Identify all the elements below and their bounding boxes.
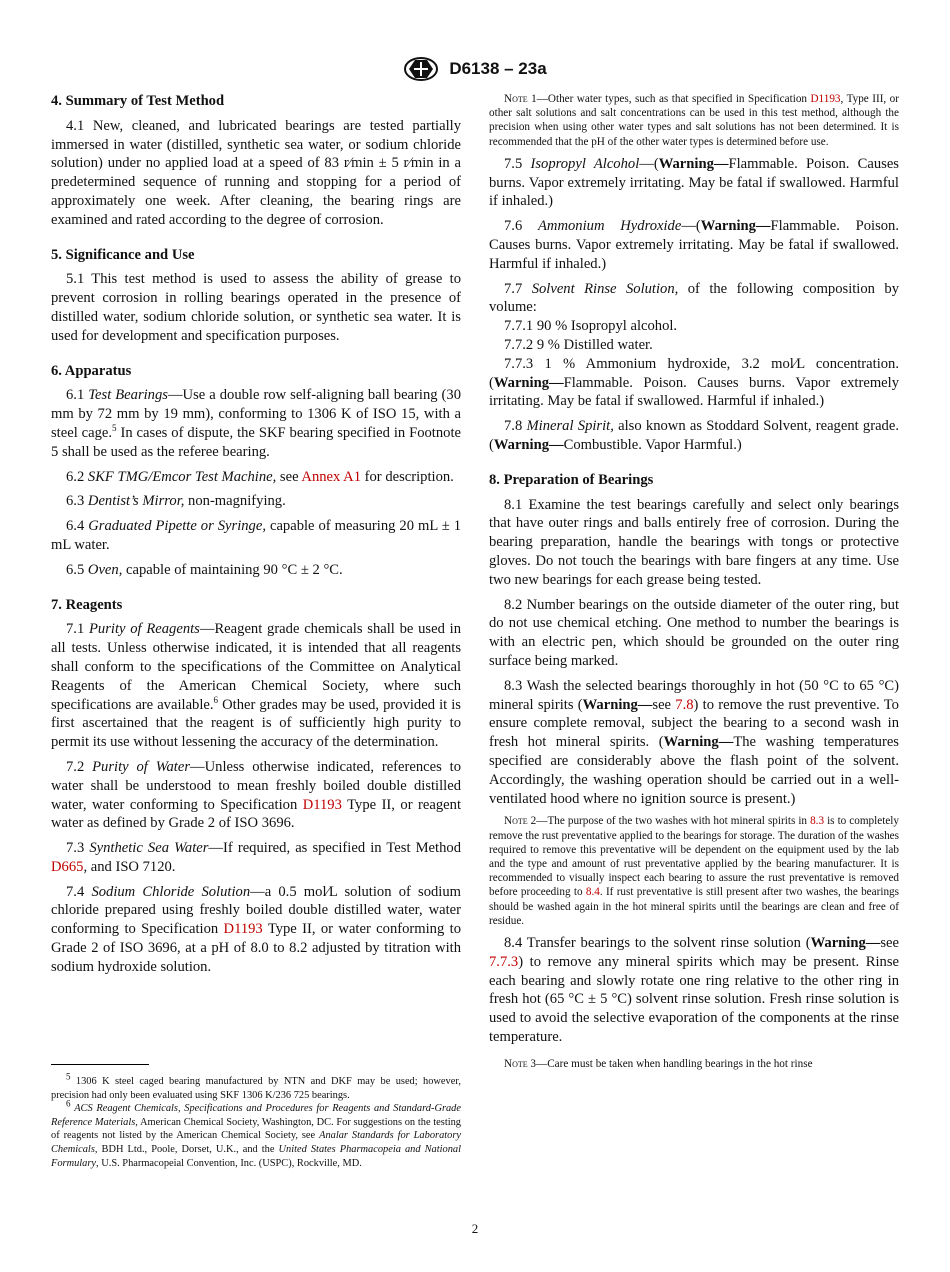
link-8-4[interactable]: 8.4 <box>585 886 600 899</box>
right-column <box>489 92 899 1077</box>
para-7-5: 7.5 Isopropyl Alcohol—(Warning—Flammable. Poison. Causes burns. Vapor extremely irritating. May be fatal if swallowed. Harmful if inhaled.) <box>489 155 899 210</box>
link-7-8[interactable]: 7.8 <box>675 696 694 713</box>
note-2: Note 2—The purpose of the two washes with hot mineral spirits in 8.3 is to completely remove the rust preventative applied to the bearings for storage. The duration of the washes required to remove this preventative will be dependent on the equipment used by the lab and the type and amount of rust preventative applied by the bearing manufacturer. It is recommended to visually inspect each bearing to assure the rust preventative is removed before proceeding to 8.4. If rust preventative is still present after two washes, the bearings should be washed again in the hot mineral spirits until the bearings are clean and free of residue. <box>489 815 899 927</box>
link-7-7-3[interactable]: 7.7.3 <box>489 953 519 970</box>
para-6-4: 6.4 Graduated Pipette or Syringe, capable of measuring 20 mL ± 1 mL water. <box>51 518 462 553</box>
section-8-heading: 8. Preparation of Bearings <box>489 471 654 488</box>
section-6-heading: 6. Apparatus <box>51 362 132 379</box>
para-7-7: 7.7 Solvent Rinse Solution, of the following composition by volume: <box>489 280 899 316</box>
para-7-7-3: 7.7.3 1 % Ammonium hydroxide, 3.2 mol⁄L concentration. (Warning—Flammable. Poison. Causes burns. Vapor extremely irritating. May be fatal if swallowed. Harmful if inhaled.) <box>489 355 899 410</box>
footnotes <box>51 1064 461 1170</box>
para-7-4: 7.4 Sodium Chloride Solution—a 0.5 mol⁄L solution of sodium chloride prepared using freshly boiled double distilled water, water conforming to Specification D1193 Type II, or water conforming to Grade 2 of ISO 3696, at a pH of 8.0 to 8.2 adjusted by titration with sodium hydroxide solution. <box>51 883 462 975</box>
note-1: Note 1—Other water types, such as that specified in Specification D1193, Type III, or other salt solutions and salt concentrations can be used in this test method, although the precision when using other water types and salt solutions has not been determined. It is recommended that the pH of the other water types is determined before use. <box>489 93 899 148</box>
link-d1193[interactable]: D1193 <box>810 93 841 105</box>
para-8-2: 8.2 Number bearings on the outside diameter of the outer ring, but do not use chemical etching. One method to number the bearings is with an electric pen, which should be grounded on the outer ring surface being marked. <box>489 596 899 669</box>
para-6-2: 6.2 SKF TMG/Emcor Test Machine, see Annex A1 for description. <box>66 468 454 485</box>
para-8-4: 8.4 Transfer bearings to the solvent rinse solution (Warning—see 7.7.3) to remove any mineral spirits which may be present. Rinse each bearing and slowly rotate one ring relative to the other ring in fresh hot (65 °C ± 5 °C) solvent rinse solution. Fresh rinse solution is used to avoid the selective evaporation of the components at the rinse temperature. <box>489 934 899 1045</box>
section-7-heading: 7. Reagents <box>51 596 123 613</box>
footnote-ref-5[interactable]: 5 <box>112 423 117 434</box>
footnote-divider <box>51 1064 149 1065</box>
footnote-6: $^6$ ACS Reagent Chemicals, Specifications and Procedures for Reagents and Standard-Grade Reference Materials, American Chemical Society, Washington, DC. For suggestions on the testing of reagents not listed by the American Chemical Society, see Analar Standards for Laboratory Chemicals, BDH Ltd., Poole, Dorset, U.K., and the United States Pharmacopeia and National Formulary, U.S. Pharmacopeial Convention, Inc. (USPC), Rockville, MD. <box>51 1098 461 1169</box>
link-d1193[interactable]: D1193 <box>223 921 263 938</box>
para-4-1: 4.1 New, cleaned, and lubricated bearings are tested partially immersed in water (distilled, synthetic sea water, or sodium chloride solution) under no applied load at a speed of 83 r⁄min ± 5 r⁄min in a predetermined sequence of running and stopping for a period of approximately one week. After cleaning, the bearing rings are examined and rated according to the degree of corrosion. <box>51 117 461 228</box>
para-7-7-2: 7.7.2 9 % Distilled water. <box>504 336 653 353</box>
page-header <box>0 56 950 82</box>
page-number: 2 <box>471 1221 479 1236</box>
note-3: Note 3—Care must be taken when handling bearings in the hot rinse <box>504 1057 813 1070</box>
link-8-3[interactable]: 8.3 <box>810 815 825 828</box>
para-7-1: 7.1 Purity of Reagents—Reagent grade chemicals shall be used in all tests. Unless otherwise indicated, it is intended that all reagents shall conform to the specifications of the Committee on Analytical Reagents of the American Chemical Society, where such specifications are available.$^6$ Other grades may be used, provided it is first ascertained that the reagent is of sufficiently high purity to permit its use without lessening the accuracy of the determination. <box>51 621 461 751</box>
link-d665[interactable]: D665 <box>51 858 84 875</box>
para-8-1: 8.1 Examine the test bearings carefully and select only bearings that have outer rings and balls entirely free of corrosion. During the bearing preparation, handle the bearings with tongs or protective gloves. Do not touch the bearings with bare fingers at any time. Use two new bearings for each grease being tested. <box>489 496 899 588</box>
para-8-3: 8.3 Wash the selected bearings thoroughly in hot (50 °C to 65 °C) mineral spirits (Warning—see 7.8) to remove the rust preventive. To ensure complete removal, subject the bearing to a second wash in fresh hot mineral spirits. (Warning—The washing temperatures specified are considerably above the flash point of the solvent. Accordingly, the washing operation should be carried out in a well-ventilated hood where no ignition source is present.) <box>489 677 899 807</box>
para-7-7-1: 7.7.1 90 % Isopropyl alcohol. <box>504 318 678 335</box>
para-6-1: 6.1 Test Bearings—Use a double row self-aligning ball bearing (30 mm by 72 mm by 19 mm), conforming to 1306 K of ISO 15, with a steel cage.$^5$ In cases of dispute, the SKF bearing specified in Footnote 5 shall be used as the referee bearing. <box>51 387 461 460</box>
astm-logo <box>403 56 439 82</box>
left-column <box>51 92 461 983</box>
para-7-6: 7.6 Ammonium Hydroxide—(Warning—Flammable. Poison. Causes burns. Vapor extremely irritating. May be fatal if swallowed. Harmful if inhaled.) <box>489 218 899 272</box>
para-5-1: 5.1 This test method is used to assess the ability of grease to prevent corrosion in rolling bearings operated in the presence of distilled water, sodium chloride solution, or synthetic sea water. It is used for development and specification purposes. <box>51 271 461 344</box>
document-code: D6138 – 23a <box>449 59 547 78</box>
para-6-5: 6.5 Oven, capable of maintaining 90 °C ± 2 °C. <box>66 561 343 578</box>
footnote-5: $^5$ 1306 K steel caged bearing manufactured by NTN and DKF may be used; however, precision had only been evaluated using SKF 1306 K/236 725 bearings. <box>51 1071 461 1101</box>
para-7-3: 7.3 Synthetic Sea Water—If required, as specified in Test Method D665, and ISO 7120. <box>51 840 461 875</box>
para-7-2: 7.2 Purity of Water—Unless otherwise indicated, references to water shall be understood to mean freshly boiled double distilled water, water conforming to Specification D1193 Type II, or reagent water as defined by Grade 2 of ISO 3696. <box>51 758 461 832</box>
link-annex-a1[interactable]: Annex A1 <box>301 468 361 485</box>
para-6-3: 6.3 Dentist’s Mirror, non-magnifying. <box>66 493 286 510</box>
para-7-8: 7.8 Mineral Spirit, also known as Stoddard Solvent, reagent grade. (Warning—Combustible. Vapor Harmful.) <box>489 418 899 453</box>
section-5-heading: 5. Significance and Use <box>51 246 195 263</box>
footnote-ref-6[interactable]: 6 <box>213 694 219 705</box>
link-d1193[interactable]: D1193 <box>302 796 342 813</box>
section-4-heading: 4. Summary of Test Method <box>51 93 225 109</box>
